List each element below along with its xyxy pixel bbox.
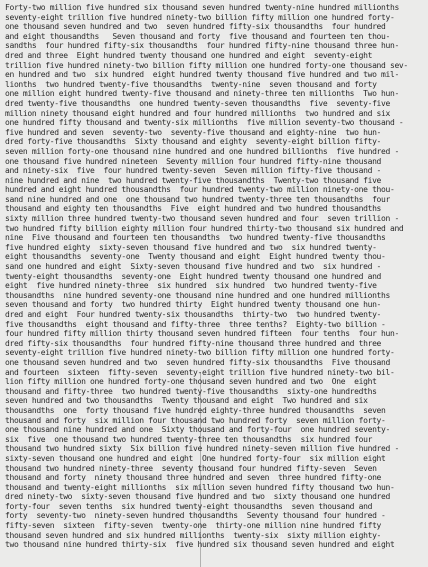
text-line: million ninety thousand eight hundred and four hundred millionths two hundred and six bbox=[5, 108, 390, 118]
document-text bbox=[5, 3, 425, 550]
text-line: seventy-eight trillion five hundred ninety-two billion fifty million one hundred forty- bbox=[5, 12, 395, 22]
text-line: forty-four seven tenths six hundred twenty-eight thousandths seven thousand and bbox=[5, 501, 373, 511]
text-line: thousand and fifty-three two hundred twenty-five thousandths sixty-one hundredths bbox=[5, 386, 377, 396]
text-line: lionths two hundred twenty-five thousandths twenty-nine seven thousand and forty bbox=[5, 79, 377, 89]
text-line: dred fifty-six thousandths four hundred fifty-nine thousand three hundred and three bbox=[5, 338, 382, 348]
text-line: forty seventy-two ninety-seven hundred thousandths Seventy thousand four hundred - bbox=[5, 511, 386, 521]
text-line: hundred and eight hundred thousandths four hundred twenty-two million ninety-one thou- bbox=[5, 185, 395, 195]
text-line: Forty-two million five hundred six thousand seven hundred twenty-nine hundred millionths bbox=[5, 3, 399, 12]
text-line: dred and eight Four hundred twenty-six thousandths thirty-two two hundred twenty- bbox=[5, 310, 382, 319]
text-line: twenty-eight thousandths seventy-one Eight hundred twenty thousand one hundred and bbox=[5, 271, 382, 281]
text-line: two hundred fifty billion eighty million four hundred thirty-two thousand six hundred and bbox=[5, 223, 404, 233]
text-line: one thousand seven hundred and two seven hundred fifty-six thousandths Five thousand bbox=[5, 357, 390, 367]
text-line: thousand and twenty-eight millionths six million seven hundred fifty thousand two hun- bbox=[5, 482, 395, 492]
text-line: eight five hundred ninety-three six hundred six hundred two hundred twenty-five bbox=[5, 281, 377, 291]
text-line: dred twenty-five thousandths one hundred twenty-seven thousandths five seventy-five bbox=[5, 98, 390, 108]
text-line: five hundred eighty sixty-seven thousand five hundred and two six hundred twenty- bbox=[5, 242, 377, 252]
text-line: one thousand five hundred nineteen Seventy million four hundred fifty-nine thousand bbox=[5, 156, 382, 166]
text-line: thousandths one forty thousand five hundred eighty-three hundred thousandths seven bbox=[5, 405, 386, 415]
text-line: and ninety-six five four hundred twenty-seven Seven million fifty-five thousand - bbox=[5, 166, 382, 176]
text-line: thousand two hundred sixty Six billion five hundred ninety-seven million five hundred - bbox=[5, 444, 399, 454]
text-line: sixty-seven thousand one hundred and eight One hundred forty-four six million eight bbox=[5, 453, 386, 463]
text-line: one thousand nine hundred and one Sixty thousand and forty-four one hundred seventy- bbox=[5, 425, 390, 435]
text-line: one hundred fifty thousand and twenty-six millionths five million seventy-two thousand - bbox=[5, 118, 404, 128]
text-line: thousand two hundred ninety-three seventy thousand four hundred fifty-seven Seven bbox=[5, 463, 377, 473]
text-line: seven thousand and forty two hundred thirty Eight hundred twenty thousand one hun- bbox=[5, 300, 382, 310]
text-line: thousand and eighty ten thousandths Five eight hundred and two hundred thousandths bbox=[5, 204, 382, 214]
text-line: five hundred and seven seventy-two seventy-five thousand and eighty-nine two hun- bbox=[5, 127, 382, 137]
text-line: seven hundred and two thousandths Twenty thousand and eight Two hundred and six bbox=[5, 396, 368, 406]
text-line: thousand seven hundred and six hundred millionths twenty-six sixty million eighty- bbox=[5, 530, 382, 540]
text-line: two thousand nine hundred thirty-six five hundred six thousand seven hundred and eight bbox=[5, 540, 395, 550]
text-line: seven million forty-one thousand nine hundred and one hundred billionths five hundred - bbox=[5, 146, 399, 156]
text-line: one thousand seven hundred and two seven hundred fifty-six thousandths four hundred bbox=[5, 22, 386, 32]
text-line: lion fifty million one hundred forty-one thousand seven hundred and two One eight bbox=[5, 377, 377, 387]
text-line: six five one thousand two hundred twenty-three ten thousandths six hundred four bbox=[5, 434, 373, 444]
text-line: dred and three Eight hundred twenty thousand one hundred and eight seventy-eight bbox=[5, 50, 373, 60]
text-line: thousandths nine hundred seventy-one thousand nine hundred and one hundred millionths bbox=[5, 290, 390, 300]
text-line: five thousandths eight thousand and fifty-three three tenths? Eighty-two billion - bbox=[5, 319, 386, 329]
text-line: thousand and forty six million four thousand two hundred forty seven million forty- bbox=[5, 415, 386, 425]
text-line: sand nine hundred and one one thousand two hundred twenty-three ten thousandths four bbox=[5, 194, 390, 204]
text-line: en hundred and two six hundred eight hundred twenty thousand five hundred and two mil- bbox=[5, 70, 399, 80]
text-line: one million eight hundred twenty-five thousand and ninety-three ten millionths Two hun- bbox=[5, 89, 399, 99]
text-line: trillion five hundred ninety-two billion fifty million one hundred forty-one thousand sev- bbox=[5, 60, 408, 70]
text-line: dred ninety-two sixty-seven thousand five hundred and two sixty thousand one hundred bbox=[5, 492, 390, 502]
text-line: sand one hundred and eight Sixty-seven thousand five hundred and two six hundred - bbox=[5, 262, 382, 272]
text-line: seventy-eight trillion five hundred ninety-two billion fifty million one hundred forty- bbox=[5, 348, 395, 358]
text-line: thousand and forty ninety thousand three hundred and seven three hundred fifty-one bbox=[5, 473, 382, 483]
text-line: sandths four hundred fifty-six thousandths four hundred fifty-nine thousand three hun- bbox=[5, 41, 399, 51]
text-line: and fourteen sixteen fifty-seven seventy-eight trillion five hundred ninety-two bil- bbox=[5, 367, 395, 377]
text-line: dred forty-five thousandths Sixty thousand and eighty seventy-eight billion fifty- bbox=[5, 137, 382, 147]
text-line: four hundred fifty million thirty thousand seven hundred fifteen four tenths four hun- bbox=[5, 329, 399, 339]
text-line: eight thousandths seventy-one Twenty thousand and eight Eight hundred twenty thou- bbox=[5, 252, 386, 262]
text-line: nine Five thousand and fourteen ten thousandths two hundred twenty-five thousandths bbox=[5, 233, 386, 243]
text-line: fifty-seven sixteen fifty-seven twenty-one thirty-one million nine hundred fifty bbox=[5, 521, 382, 531]
text-line: sixty million three hundred twenty-two thousand seven hundred and four seven trillion - bbox=[5, 214, 399, 224]
text-line: nine hundred and nine two hundred twenty-five thousandths Twenty-two thousand five bbox=[5, 175, 382, 185]
text-line: and eight thousandths Seven thousand and forty five thousand and fourteen ten thou- bbox=[5, 31, 390, 41]
